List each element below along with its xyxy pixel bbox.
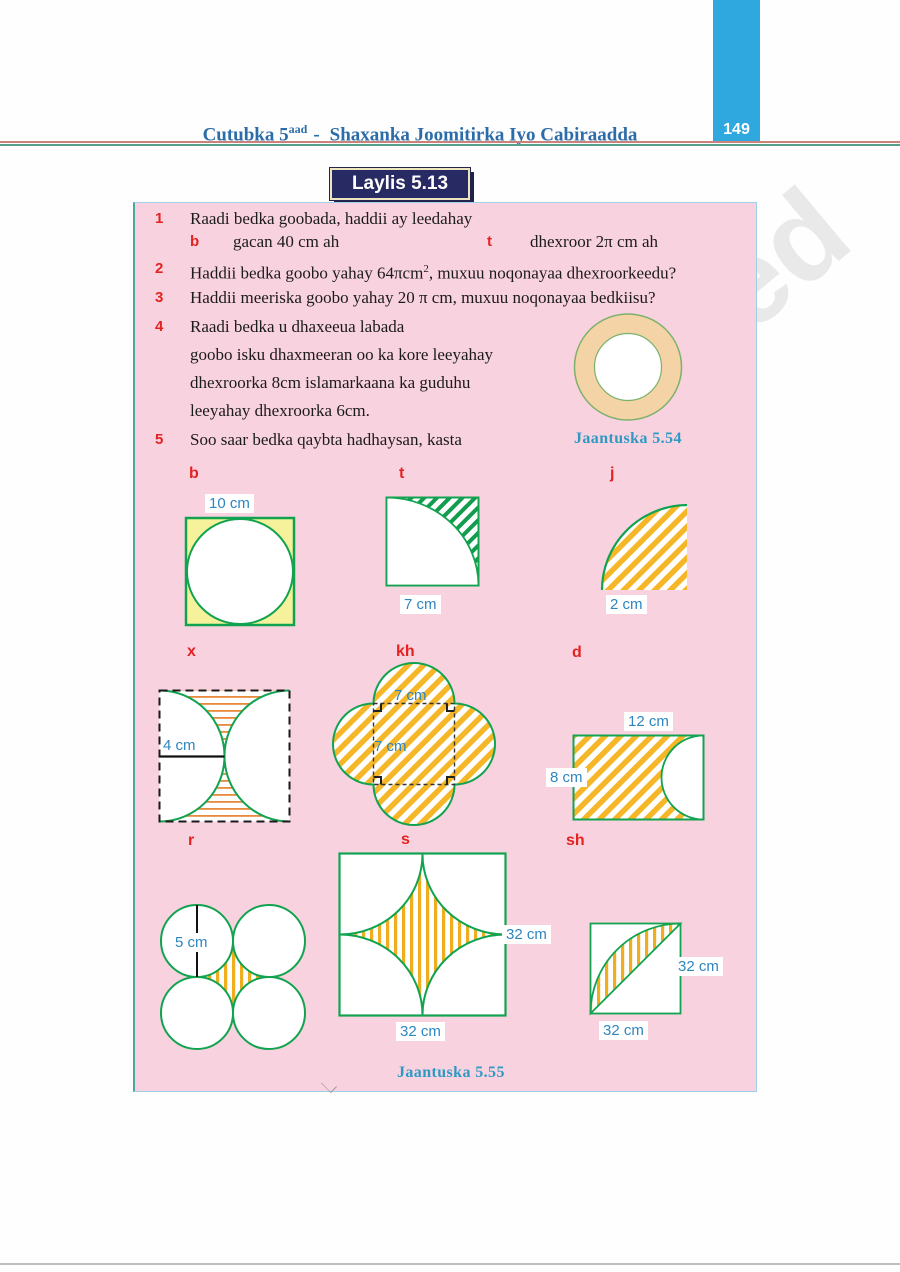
q4-line3: dhexroorka 8cm islamarkaana ka guduhu: [190, 373, 471, 392]
q4-number: 4: [155, 318, 164, 335]
q3-number: 3: [155, 289, 164, 306]
q5-text: Soo saar bedka qaybta hadhaysan, kasta: [190, 430, 462, 449]
page-number: 149: [723, 121, 750, 138]
q3-text: Haddii meeriska goobo yahay 20 π cm, muxuu noqonayaa bedkiisu?: [190, 288, 656, 307]
figure-x-drawing: [158, 689, 292, 824]
figure-t-label: t: [399, 465, 405, 482]
exercise-title-box: Laylis 5.13: [330, 168, 470, 200]
figure-annulus-drawing: [572, 312, 684, 424]
q1b-text: gacan 40 cm ah: [233, 232, 340, 251]
figure-r-dimension: 5 cm: [171, 933, 212, 952]
q2-text: [190, 258, 676, 285]
chapter-title: Shaxanka Joomitirka Iyo Cabiraadda: [329, 124, 638, 146]
q1t-text: dhexroor 2π cm ah: [530, 232, 659, 251]
figure-caption-555: Jaantuska 5.55: [397, 1064, 505, 1081]
figure-r-drawing: [160, 904, 306, 1050]
scan-watermark: ed: [680, 162, 874, 356]
figure-x-label: x: [187, 643, 196, 660]
page-number-tab: [713, 0, 760, 141]
figure-kh-label: kh: [396, 643, 415, 660]
circle-top-right: [233, 905, 305, 977]
circle-bottom-right: [233, 977, 305, 1049]
figure-kh-dimension-mid: 7 cm: [374, 738, 407, 755]
figure-d-dimension-left: 8 cm: [546, 768, 587, 787]
scan-bottom-line: [0, 1263, 900, 1265]
q2-text-pre: Haddii bedka goobo yahay 64πcm: [190, 263, 424, 283]
figure-d-dimension-top: 12 cm: [624, 712, 673, 731]
figure-sh-dimension-right: 32 cm: [674, 957, 723, 976]
figure-sh-dimension-bottom: 32 cm: [599, 1021, 648, 1040]
figure-s-drawing: [338, 852, 507, 1018]
q2-number: 2: [155, 260, 164, 277]
q1b-label: b: [190, 233, 200, 250]
figure-b-dimension: 10 cm: [205, 494, 254, 513]
figure-kh-dimension-top: 7 cm: [394, 687, 427, 704]
figure-s-dimension-right: 32 cm: [502, 925, 551, 944]
q4-line1: Raadi bedka u dhaxeeua labada: [190, 317, 405, 336]
q1-number: 1: [155, 210, 164, 227]
figure-s-label: s: [401, 831, 410, 848]
figure-s-dimension-bottom: 32 cm: [396, 1022, 445, 1041]
figure-kh-drawing: [323, 653, 505, 835]
circle-bottom-left: [161, 977, 233, 1049]
figure-b-label: b: [189, 465, 199, 482]
q2-superscript: 2: [423, 263, 429, 275]
figure-t-dimension: 7 cm: [400, 595, 441, 614]
header-rule: [0, 141, 900, 146]
figure-x-dimension: 4 cm: [163, 737, 196, 754]
annulus-inner-circle: [595, 334, 662, 401]
chapter-label: Cutubka 5: [202, 124, 289, 146]
figure-t-drawing: [385, 496, 480, 587]
figure-r-label: r: [188, 832, 195, 849]
figure-sh-label: sh: [566, 832, 585, 849]
chapter-ordinal-sup: aad: [288, 122, 308, 136]
q4-line4: leeyahay dhexroorka 6cm.: [190, 401, 370, 420]
q2-text-post: , muxuu noqonayaa dhexroorkeedu?: [428, 263, 677, 283]
header-separator: -: [313, 124, 320, 146]
figure-b-drawing: [184, 516, 296, 627]
figure-j-label: j: [610, 465, 615, 482]
figure-d-drawing: [572, 734, 706, 822]
figure-j-drawing: [598, 503, 690, 595]
figure-d-label: d: [572, 644, 582, 661]
q4-line2: goobo isku dhaxmeeran oo ka kore leeyahay: [190, 345, 494, 364]
q1-text: Raadi bedka goobada, haddii ay leedahay: [190, 209, 473, 228]
inscribed-circle: [187, 519, 293, 624]
figure-j-dimension: 2 cm: [606, 595, 647, 614]
figure-caption-554: Jaantuska 5.54: [574, 430, 682, 447]
q5-number: 5: [155, 431, 164, 448]
figure-sh-drawing: [589, 922, 683, 1016]
q1t-label: t: [487, 233, 492, 250]
